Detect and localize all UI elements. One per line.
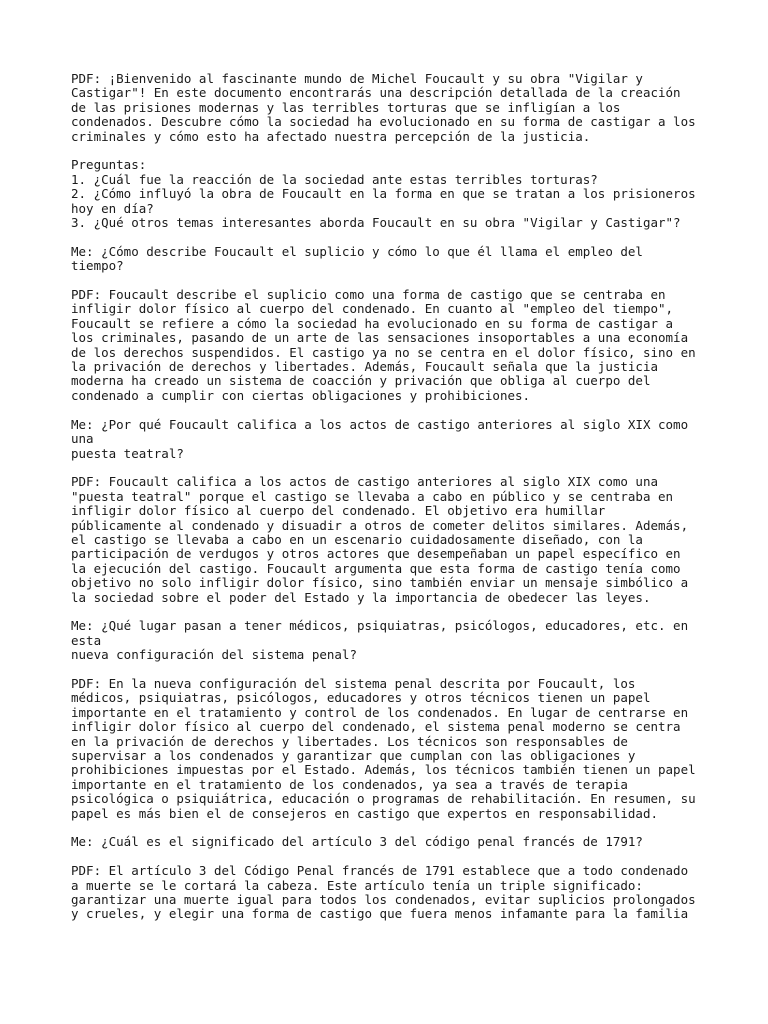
text-line: 3. ¿Qué otros temas interesantes aborda Foucault en su obra "Vigilar y Castigar"? — [71, 215, 681, 231]
text-line: condenados. Descubre cómo la sociedad ha evolucionado en su forma de castigar a los — [71, 114, 696, 130]
paragraph — [71, 619, 711, 662]
document-page — [71, 72, 711, 936]
paragraph — [71, 288, 711, 403]
paragraph — [71, 418, 711, 461]
text-line: Me: ¿Cuál es el significado del artículo 3 del código penal francés de 1791? — [71, 834, 643, 850]
text-line: PDF: ¡Bienvenido al fascinante mundo de Michel Foucault y su obra "Vigilar y — [71, 71, 643, 86]
text-line: participación de verdugos y otros actores que desempeñaban un papel específico en — [71, 546, 681, 562]
text-line: esta — [71, 632, 102, 648]
text-line: tiempo? — [71, 258, 124, 274]
paragraph — [71, 72, 711, 144]
text-line: la privación de derechos y libertades. Además, Foucault señala que la justicia — [71, 359, 658, 375]
text-line: el castigo se llevaba a cabo en un escenario cuidadosamente diseñado, con la — [71, 531, 643, 547]
text-line: de las prisiones modernas y las terribles torturas que se infligían a los — [71, 99, 621, 115]
text-line: importante en el tratamiento de los condenados, ya sea a través de terapia — [71, 776, 628, 792]
text-line: puesta teatral? — [71, 445, 184, 461]
text-line: Me: ¿Cómo describe Foucault el suplicio y cómo lo que él llama el empleo del — [71, 243, 643, 259]
text-line: 1. ¿Cuál fue la reacción de la sociedad ante estas terribles torturas? — [71, 171, 598, 187]
text-line: PDF: Foucault califica a los actos de castigo anteriores al siglo XIX como una — [71, 474, 658, 490]
text-line: la ejecución del castigo. Foucault argumenta que esta forma de castigo tenía como — [71, 560, 681, 576]
text-line: a muerte se le cortará la cabeza. Este artículo tenía un triple significado: — [71, 877, 643, 893]
text-line: papel es más bien el de consejeros en castigo que expertos en responsabilidad. — [71, 805, 658, 821]
text-line: Preguntas: — [71, 157, 147, 173]
text-line: criminales y cómo esto ha afectado nuestra percepción de la justicia. — [71, 128, 591, 144]
text-line: la sociedad sobre el poder del Estado y la importancia de obedecer las leyes. — [71, 589, 651, 605]
paragraph — [71, 158, 711, 230]
text-line: infligir dolor físico al cuerpo del condenado. En cuanto al "empleo del tiempo", — [71, 301, 674, 317]
text-line: y crueles, y elegir una forma de castigo que fuera menos infamante para la familia — [71, 906, 689, 922]
paragraph — [71, 835, 711, 849]
text-line: públicamente al condenado y disuadir a otros de cometer delitos similares. Además, — [71, 517, 689, 533]
text-line: 2. ¿Cómo influyó la obra de Foucault en la forma en que se tratan a los prisioneros — [71, 186, 696, 202]
paragraph — [71, 245, 711, 274]
text-line: médicos, psiquiatras, psicólogos, educadores y otros técnicos tienen un papel — [71, 690, 651, 706]
text-line: nueva configuración del sistema penal? — [71, 647, 357, 663]
text-line: PDF: Foucault describe el suplicio como una forma de castigo que se centraba en — [71, 287, 666, 303]
text-line: PDF: En la nueva configuración del sistema penal descrita por Foucault, los — [71, 675, 636, 691]
text-line: Castigar"! En este documento encontrarás una descripción detallada de la creación — [71, 85, 681, 101]
text-line: Me: ¿Qué lugar pasan a tener médicos, psiquiatras, psicólogos, educadores, etc. en — [71, 618, 689, 634]
text-line: condenado a cumplir con ciertas obligaciones y prohibiciones. — [71, 387, 531, 403]
text-line: los criminales, pasando de un arte de las sensaciones insoportables a una economía — [71, 330, 689, 346]
text-line: supervisar a los condenados y garantizar que cumplan con las obligaciones y — [71, 747, 636, 763]
text-line: importante en el tratamiento y control de los condenados. En lugar de centrarse en — [71, 704, 689, 720]
text-line: garantizar una muerte igual para todos los condenados, evitar suplicios prolongados — [71, 892, 696, 908]
text-line: prohibiciones impuestas por el Estado. Además, los técnicos también tienen un papel — [71, 762, 696, 778]
text-line: moderna ha creado un sistema de coacción y privación que obliga al cuerpo del — [71, 373, 651, 389]
text-line: objetivo no solo infligir dolor físico, sino también enviar un mensaje simbólico a — [71, 575, 689, 591]
text-line: de los derechos suspendidos. El castigo ya no se centra en el dolor físico, sino en — [71, 344, 696, 360]
paragraph — [71, 475, 711, 605]
paragraph — [71, 677, 711, 821]
text-line: psicológica o psiquiátrica, educación o programas de rehabilitación. En resumen, su — [71, 791, 696, 807]
text-line: Foucault se refiere a cómo la sociedad ha evolucionado en su forma de castigar a — [71, 315, 674, 331]
text-line: infligir dolor físico al cuerpo del condenado, el sistema penal moderno se centra — [71, 719, 681, 735]
text-line: infligir dolor físico al cuerpo del condenado. El objetivo era humillar — [71, 503, 606, 519]
text-line: PDF: El artículo 3 del Código Penal francés de 1791 establece que a todo condenado — [71, 863, 689, 879]
paragraph — [71, 864, 711, 922]
text-line: hoy en día? — [71, 200, 154, 216]
text-line: una — [71, 431, 94, 447]
text-line: "puesta teatral" porque el castigo se llevaba a cabo en público y se centraba en — [71, 488, 674, 504]
text-line: en la privación de derechos y libertades. Los técnicos son responsables de — [71, 733, 628, 749]
text-line: Me: ¿Por qué Foucault califica a los actos de castigo anteriores al siglo XIX como — [71, 416, 689, 432]
